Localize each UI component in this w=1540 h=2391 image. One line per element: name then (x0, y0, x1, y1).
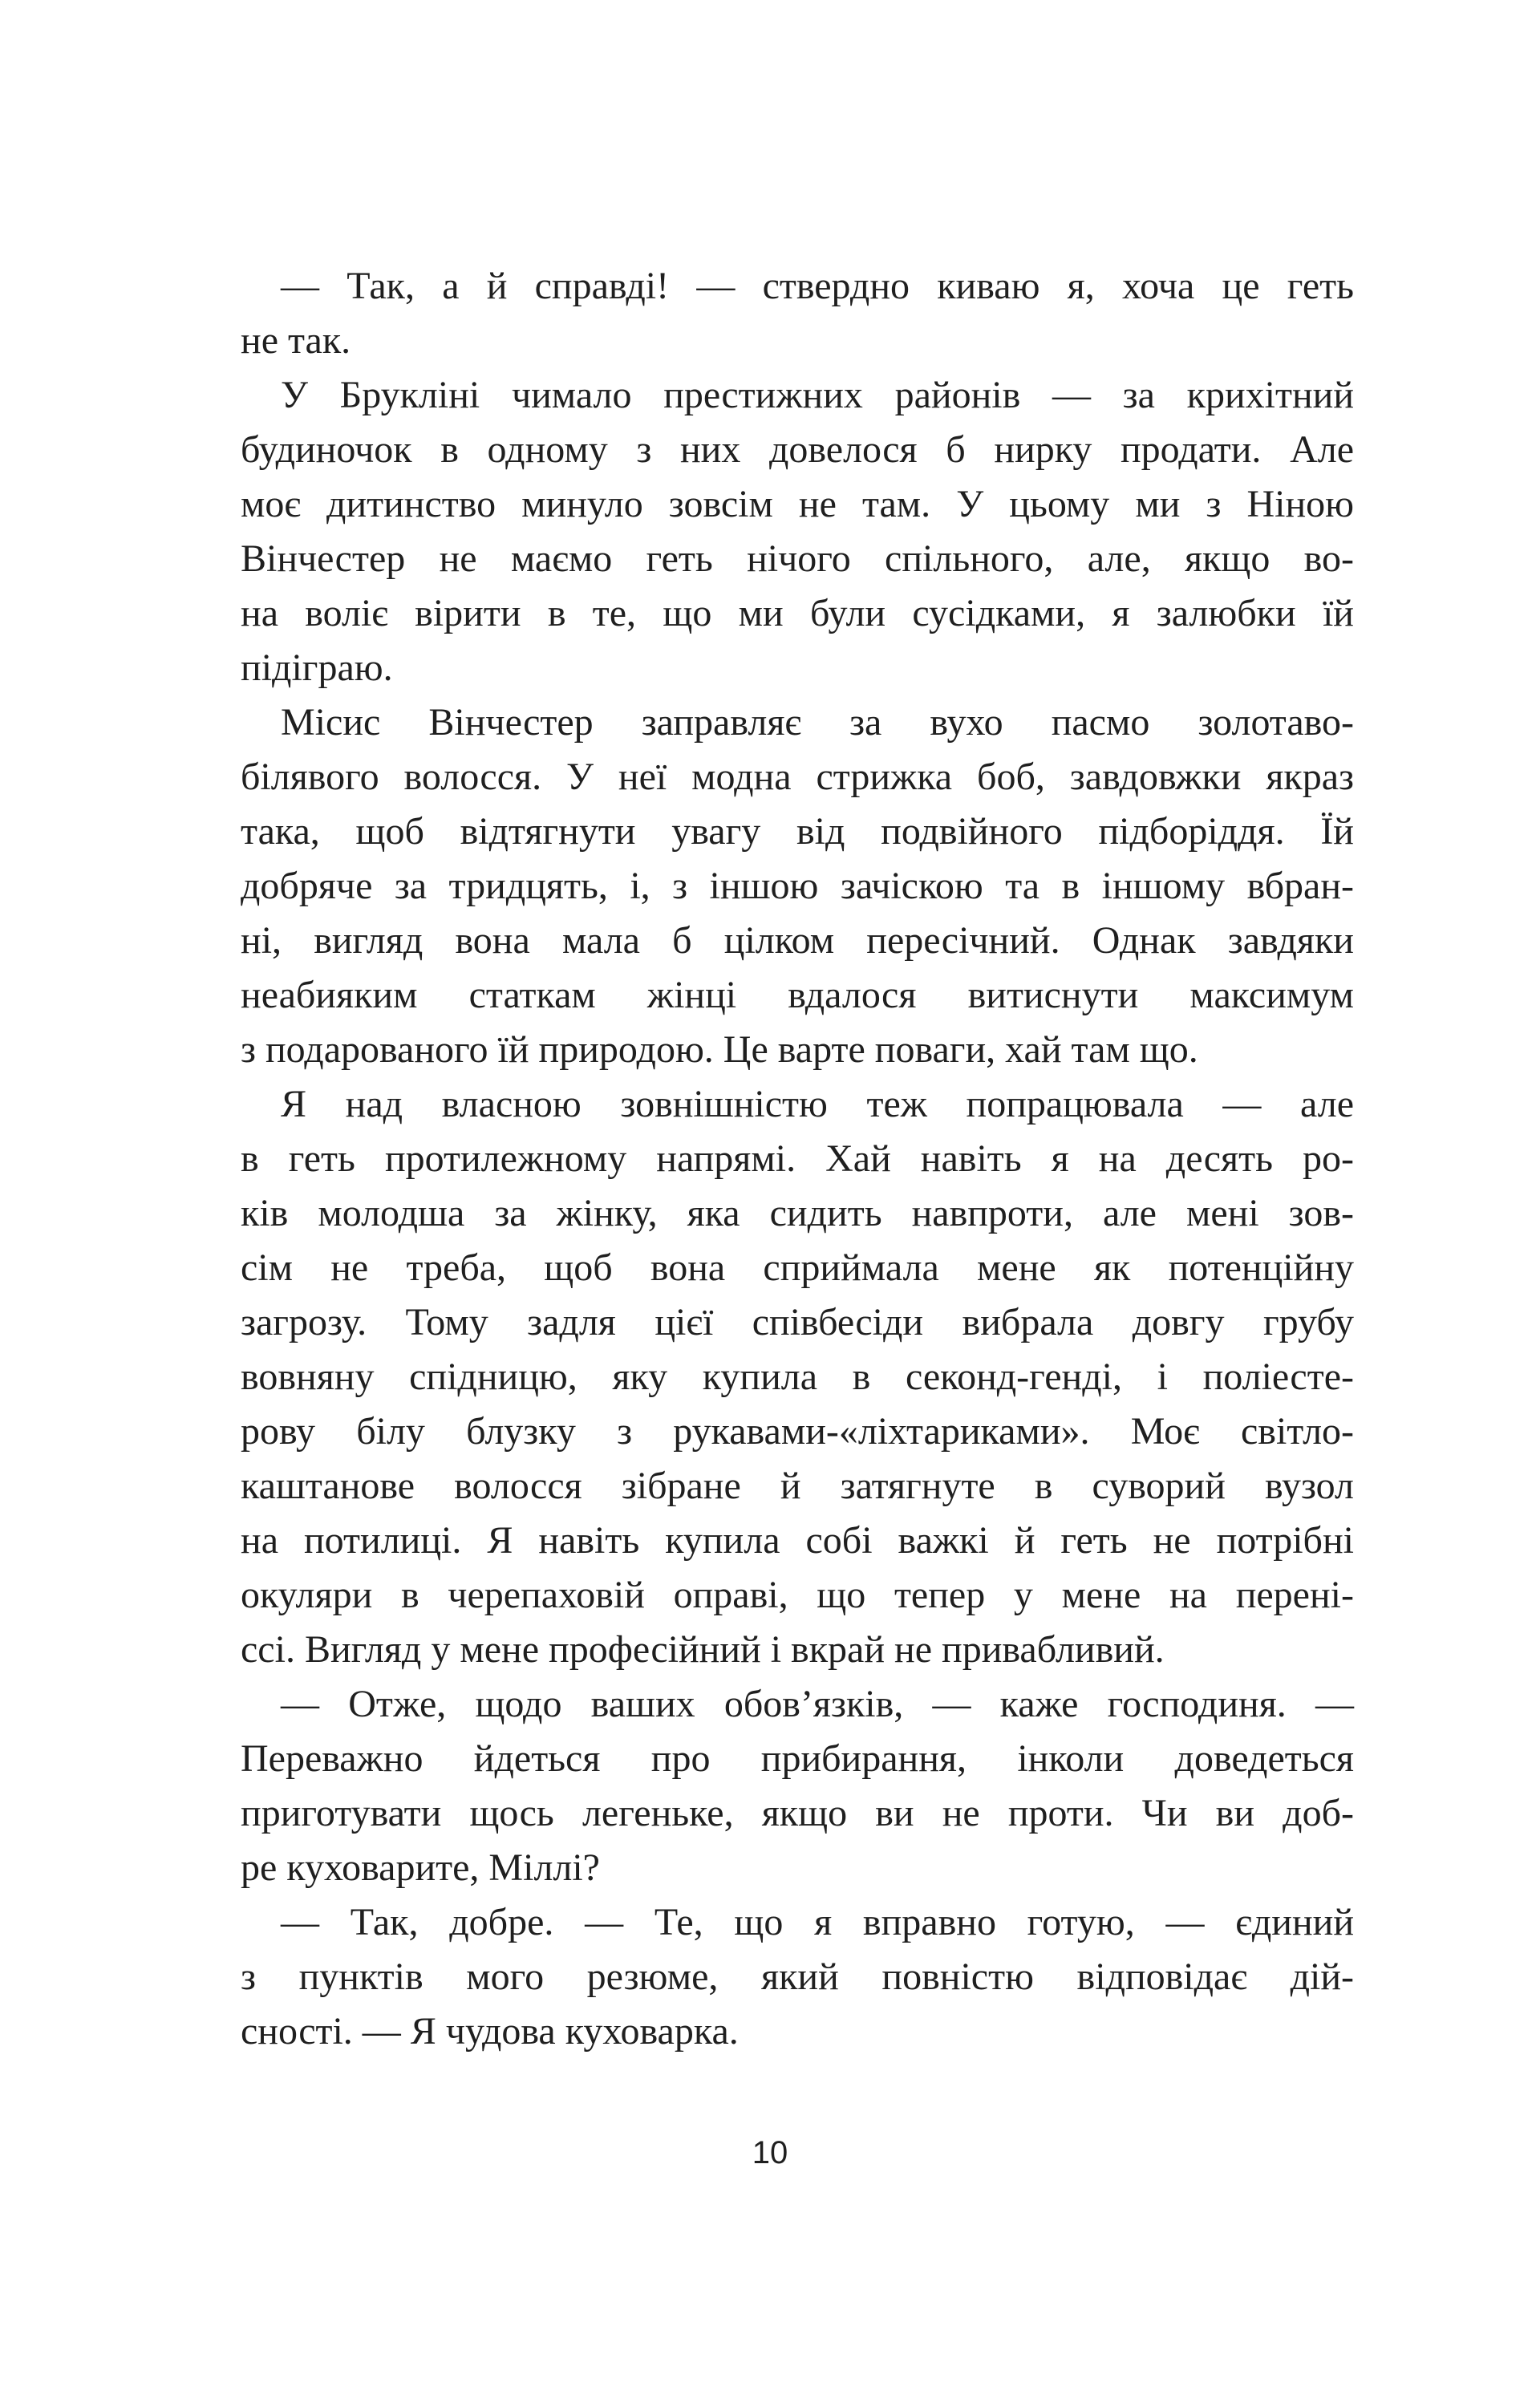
text-line: в геть протилежному напрямі. Хай навіть я на десять ро- (241, 1137, 1354, 1180)
text-line: з подарованого їй природою. Це варте поваги, хай там що. (241, 1028, 1198, 1071)
text-line: приготувати щось легеньке, якщо ви не проти. Чи ви доб- (241, 1792, 1354, 1834)
text-line: на потилиці. Я навіть купила собі важкі й геть не потрібні (241, 1519, 1354, 1562)
text-line: ссі. Вигляд у мене професійний і вкрай не привабливий. (241, 1628, 1165, 1671)
text-line: Переважно йдеться про прибирання, інколи доведеться (241, 1737, 1354, 1780)
text-line: У Брукліні чимало престижних районів — за крихітний (281, 374, 1354, 416)
text-line: будиночок в одному з них довелося б нирку продати. Але (241, 428, 1354, 471)
text-line: Вінчестер не маємо геть нічого спільного, але, якщо во- (241, 537, 1354, 580)
text-line: рову білу блузку з рукавами-«ліхтариками». Моє світло- (241, 1410, 1354, 1453)
text-line: ків молодша за жінку, яка сидить навпроти, але мені зов- (241, 1192, 1354, 1234)
page-number: 10 (752, 2135, 788, 2170)
text-line: сності. — Я чудова куховарка. (241, 2010, 739, 2053)
text-line: окуляри в черепаховій оправі, що тепер у мене на перені- (241, 1574, 1354, 1616)
text-line: неабияким статкам жінці вдалося витиснути максимум (241, 974, 1354, 1016)
text-line: з пунктів мого резюме, який повністю відповідає дій- (241, 1955, 1354, 1998)
text-line: сім не треба, щоб вона сприймала мене як потенційну (241, 1246, 1354, 1289)
text-line: — Отже, щодо ваших обов’язків, — каже господиня. — (281, 1683, 1354, 1725)
text-line: на воліє вірити в те, що ми були сусідками, я залюбки їй (241, 592, 1354, 634)
text-line: підіграю. (241, 646, 393, 689)
text-line: — Так, добре. — Те, що я вправно готую, — єдиний (281, 1901, 1354, 1943)
text-line: добряче за тридцять, і, з іншою зачіскою та в іншому вбран- (241, 865, 1354, 907)
text-line: Місис Вінчестер заправляє за вухо пасмо золотаво- (281, 701, 1354, 744)
text-line: каштанове волосся зібране й затягнуте в суворий вузол (241, 1465, 1354, 1507)
text-line: — Так, а й справді! — ствердно киваю я, хоча це геть (281, 265, 1354, 307)
text-line: не так. (241, 319, 351, 362)
text-line: загрозу. Тому задля цієї співбесіди вибрала довгу грубу (241, 1301, 1354, 1343)
text-line: вовняну спідницю, яку купила в секонд-генді, і поліесте- (241, 1356, 1354, 1398)
text-line: ні, вигляд вона мала б цілком пересічний. Однак завдяки (241, 919, 1354, 962)
text-line: моє дитинство минуло зовсім не там. У цьому ми з Ніною (241, 483, 1354, 525)
text-line: Я над власною зовнішністю теж попрацювала — але (281, 1083, 1354, 1125)
text-line: така, щоб відтягнути увагу від подвійного підборіддя. Їй (241, 810, 1354, 853)
body-text (241, 259, 1354, 2059)
text-line: ре куховарите, Міллі? (241, 1846, 600, 1889)
text-line: білявого волосся. У неї модна стрижка боб, завдовжки якраз (241, 756, 1354, 798)
